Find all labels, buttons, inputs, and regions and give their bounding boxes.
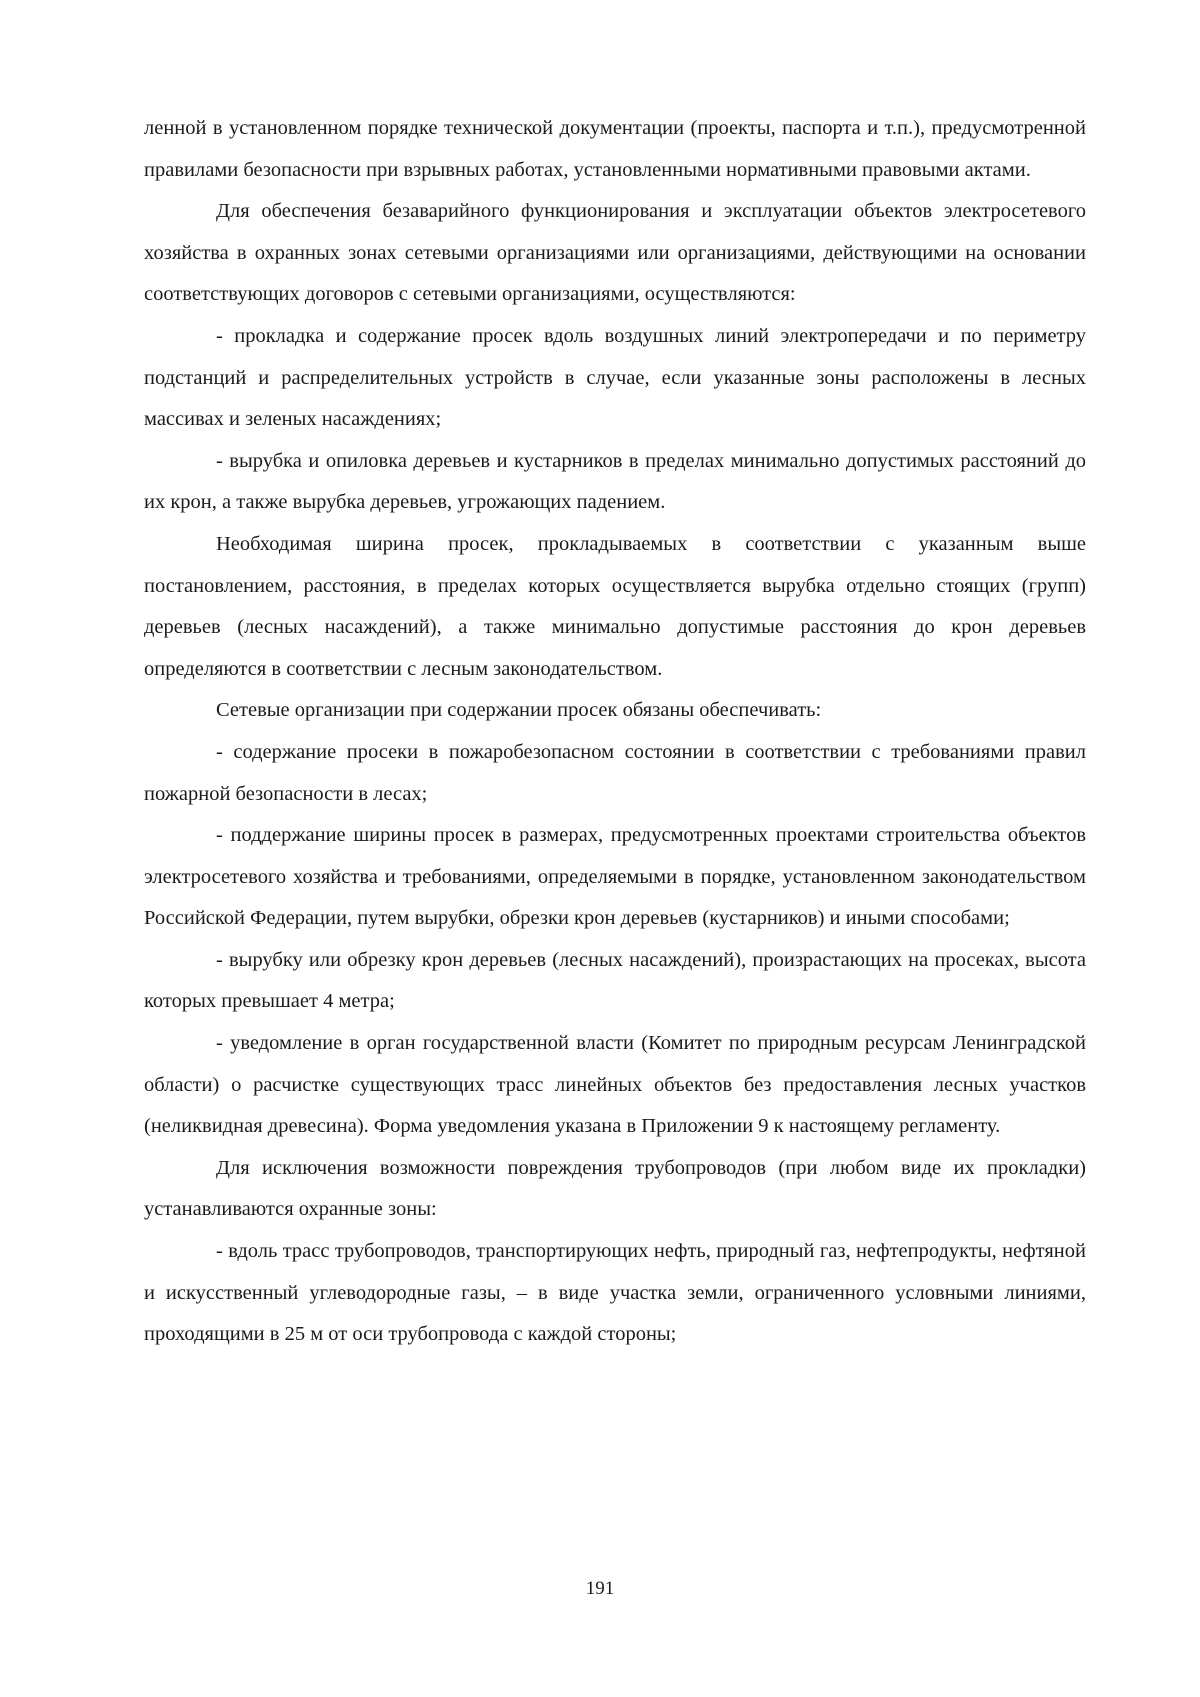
paragraph-8: - поддержание ширины просек в размерах, предусмотренных проектами строительства объектов электросетевого хозяйства и требованиями, определяемыми в порядке, установленном законодательством Российской Федерации, путем вырубки, обрезки крон деревьев (кустарников) и иными способами; <box>144 824 1086 930</box>
paragraph-9: - вырубку или обрезку крон деревьев (лесных насаждений), произрастающих на просеках, высота которых превышает 4 метра; <box>144 948 1086 1013</box>
page-number: 191 <box>585 1578 615 1599</box>
body-text <box>144 108 1086 1356</box>
paragraph-11: Для исключения возможности повреждения трубопроводов (при любом виде их прокладки) устанавливаются охранные зоны: <box>144 1156 1086 1221</box>
paragraph-6: Сетевые организации при содержании просек обязаны обеспечивать: <box>216 699 822 722</box>
paragraph-7: - содержание просеки в пожаробезопасном состоянии в соответствии с требованиями правил пожарной безопасности в лесах; <box>144 740 1086 805</box>
paragraph-3: - прокладка и содержание просек вдоль воздушных линий электропередачи и по периметру подстанций и распределительных устройств в случае, если указанные зоны расположены в лесных массивах и зеленых насаждениях; <box>144 324 1086 431</box>
paragraph-2: Для обеспечения безаварийного функционирования и эксплуатации объектов электросетевого хозяйства в охранных зонах сетевыми организациями или организациями, действующими на основании соответствующих договоров с сетевыми организациями, осуществляются: <box>144 200 1086 306</box>
paragraph-4: - вырубка и опиловка деревьев и кустарников в пределах минимально допустимых расстояний до их крон, а также вырубка деревьев, угрожающих падением. <box>144 449 1086 514</box>
paragraph-10: - уведомление в орган государственной власти (Комитет по природным ресурсам Ленинградской области) о расчистке существующих трасс линейных объектов без предоставления лесных участков (неликвидная древесина). Форма уведомления указана в Приложении 9 к настоящему регламенту. <box>144 1032 1086 1138</box>
paragraph-5: Необходимая ширина просек, прокладываемых в соответствии с указанным выше постановлением, расстояния, в пределах которых осуществляется вырубка отдельно стоящих (групп) деревьев (лесных насаждений), а также минимально допустимые расстояния до крон деревьев определяются в соответствии с лесным законодательством. <box>144 532 1086 680</box>
paragraph-12: - вдоль трасс трубопроводов, транспортирующих нефть, природный газ, нефтепродукты, нефтяной и искусственный углеводородные газы, – в виде участка земли, ограниченного условными линиями, проходящими в 25 м от оси трубопровода с каждой стороны; <box>144 1240 1086 1346</box>
paragraph-1: ленной в установленном порядке технической документации (проекты, паспорта и т.п.), предусмотренной правилами безопасности при взрывных работах, установленными нормативными правовыми актами. <box>144 117 1086 181</box>
